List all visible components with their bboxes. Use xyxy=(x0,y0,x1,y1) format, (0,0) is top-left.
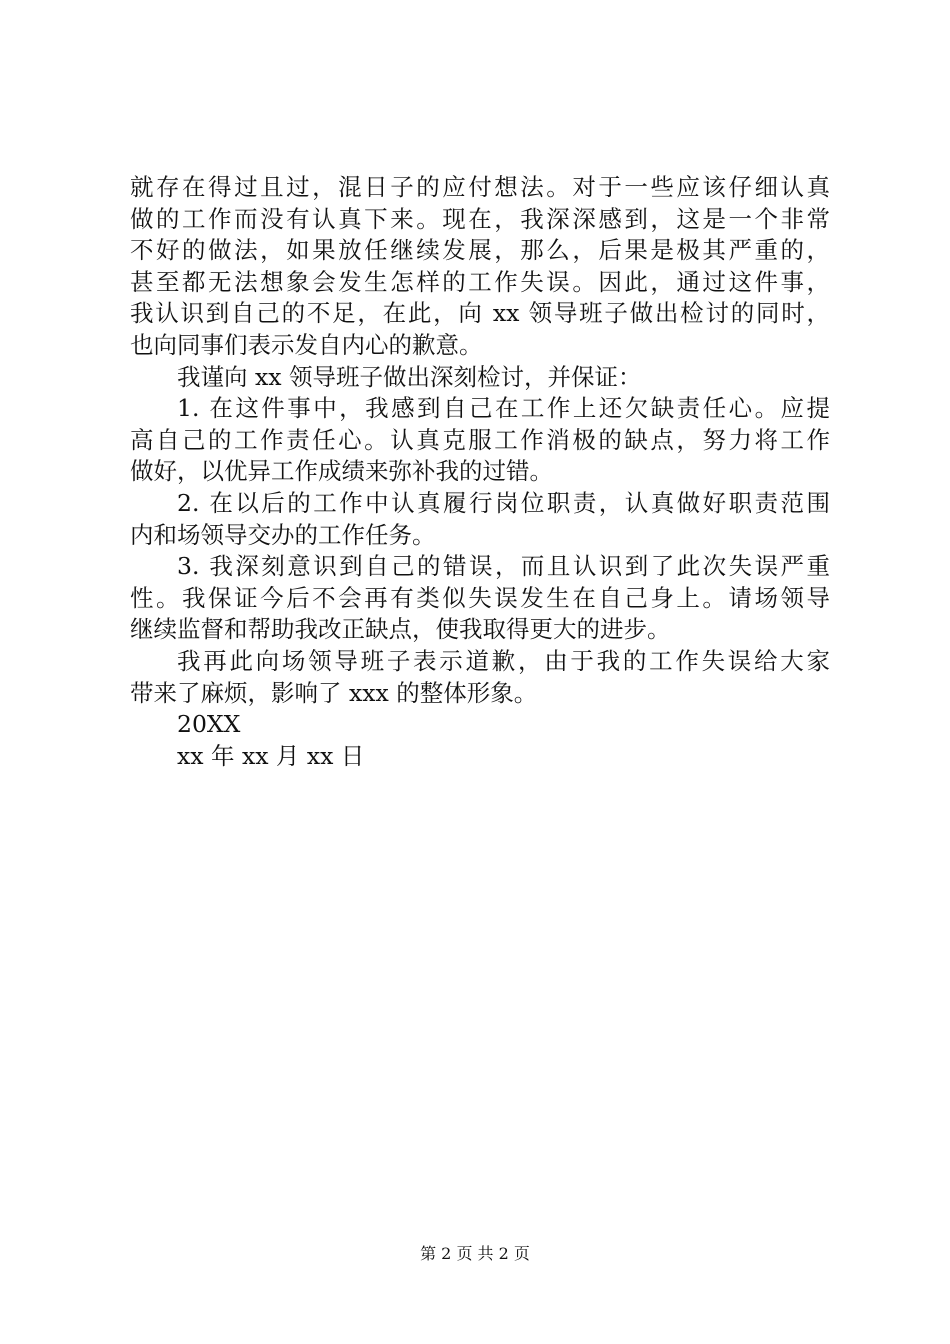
text-line: 甚至都无法想象会发生怎样的工作失误。因此，通过这件事， xyxy=(130,267,830,296)
text-line: 3. 我深刻意识到自己的错误，而且认识到了此次失误严重 xyxy=(177,552,830,581)
paragraph-pledge-1 xyxy=(130,393,830,488)
paragraph-pledge-intro xyxy=(130,362,830,394)
signature-date xyxy=(130,741,830,773)
text-line: xx 年 xx 月 xx 日 xyxy=(177,741,365,770)
text-line: 20XX xyxy=(177,710,241,739)
text-line: 内和场领导交办的工作任务。 xyxy=(130,520,436,549)
text-line: 我再此向场领导班子表示道歉，由于我的工作失误给大家 xyxy=(177,646,830,675)
text-line: 就存在得过且过，混日子的应付想法。对于一些应该仔细认真 xyxy=(130,173,830,201)
text-line: 我认识到自己的不足，在此，向 xx 领导班子做出检讨的同时， xyxy=(130,299,830,328)
page-number-footer: 第 2 页 共 2 页 xyxy=(420,1244,530,1263)
text-line: 2. 在以后的工作中认真履行岗位职责，认真做好职责范围 xyxy=(177,488,830,517)
letter-body xyxy=(130,172,830,772)
text-line: 做好，以优异工作成绩来弥补我的过错。 xyxy=(130,457,553,486)
signature-year xyxy=(130,709,830,741)
text-line: 做的工作而没有认真下来。现在，我深深感到，这是一个非常 xyxy=(130,204,830,233)
paragraph-pledge-2 xyxy=(130,488,830,551)
paragraph-apology xyxy=(130,646,830,709)
paragraph-pledge-3 xyxy=(130,551,830,646)
text-line: 不好的做法，如果放任继续发展，那么，后果是极其严重的， xyxy=(130,236,830,265)
text-line: 性。我保证今后不会再有类似失误发生在自己身上。请场领导 xyxy=(130,583,830,612)
text-line: 1. 在这件事中，我感到自己在工作上还欠缺责任心。应提 xyxy=(177,394,830,423)
text-line: 也向同事们表示发自内心的歉意。 xyxy=(130,330,483,359)
paragraph-reflection xyxy=(130,172,830,362)
text-line: 继续监督和帮助我改正缺点，使我取得更大的进步。 xyxy=(130,615,671,644)
text-line: 带来了麻烦，影响了 xxx 的整体形象。 xyxy=(130,678,538,707)
text-line: 高自己的工作责任心。认真克服工作消极的缺点，努力将工作 xyxy=(130,425,830,454)
text-line: 我谨向 xx 领导班子做出深刻检讨，并保证： xyxy=(177,362,642,391)
